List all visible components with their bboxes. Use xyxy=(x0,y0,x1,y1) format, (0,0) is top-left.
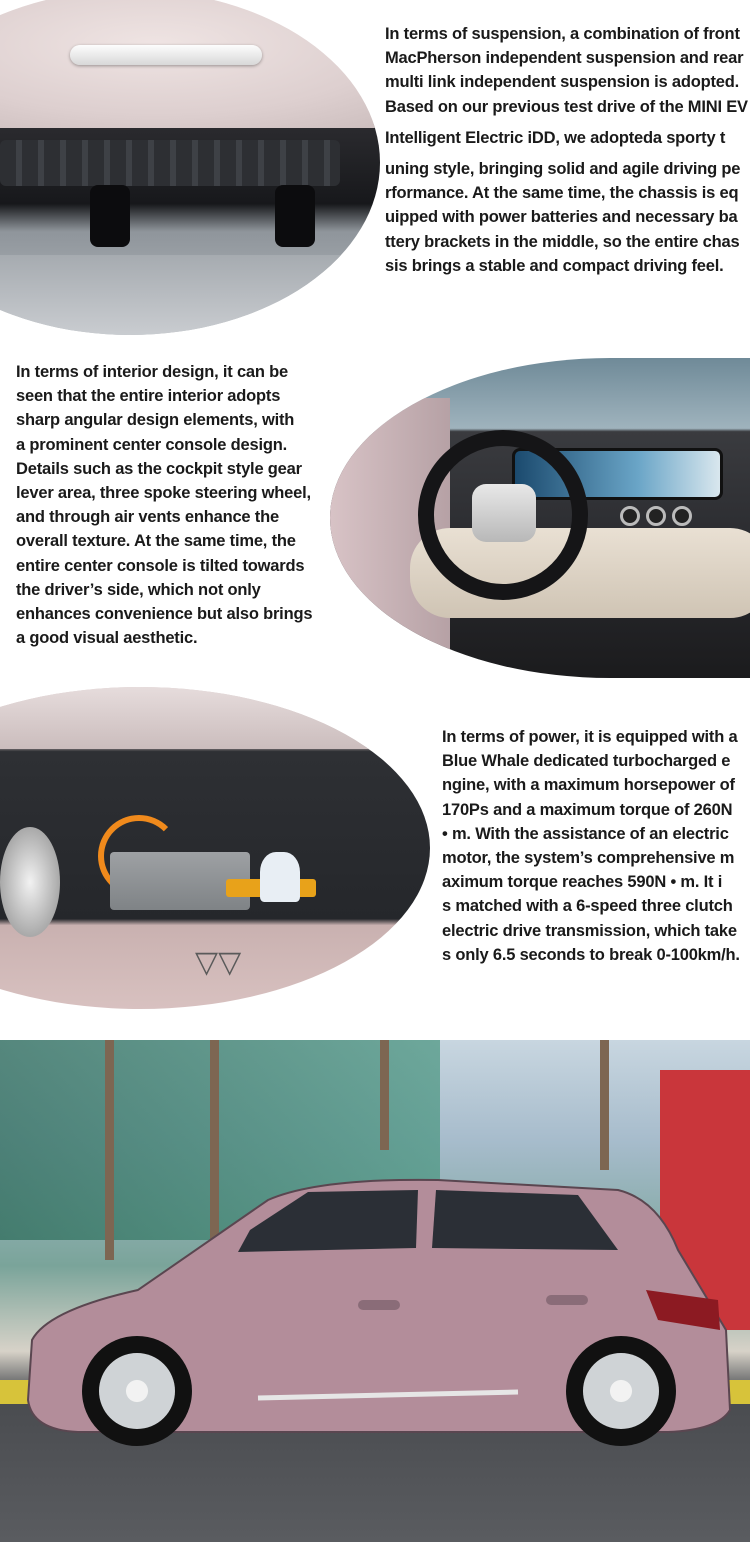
text-line: s only 6.5 seconds to break 0-100km/h. xyxy=(442,945,740,964)
text-line: In terms of power, it is equipped with a xyxy=(442,728,738,746)
text-line: ttery brackets in the middle, so the entire chas xyxy=(385,232,740,251)
text-line: seen that the entire interior adopts xyxy=(16,387,281,406)
rear-tire-left xyxy=(90,185,130,247)
text-line: enhances convenience but also brings xyxy=(16,605,313,624)
door-handle xyxy=(546,1295,588,1305)
text-line: motor, the system’s comprehensive m xyxy=(442,849,735,868)
door-handle xyxy=(358,1300,400,1310)
front-wheel xyxy=(82,1336,192,1446)
hubcap xyxy=(583,1353,659,1429)
text-line: ngine, with a maximum horsepower of xyxy=(442,776,735,795)
text-line: sis brings a stable and compact driving feel. xyxy=(385,256,724,275)
brand-logo-icon: ▽▽ xyxy=(195,946,242,979)
power-paragraph xyxy=(442,725,740,967)
text-line: Blue Whale dedicated turbocharged e xyxy=(442,752,731,771)
text-line: s matched with a 6-speed three clutch xyxy=(442,897,733,916)
text-line: aximum torque reaches 590N • m. It i xyxy=(442,873,723,892)
text-line: uipped with power batteries and necessary ba xyxy=(385,208,738,227)
text-line: In terms of suspension, a combination of front xyxy=(385,25,740,43)
rear-tire-right xyxy=(275,185,315,247)
text-line: a good visual aesthetic. xyxy=(16,629,198,648)
text-line: and through air vents enhance the xyxy=(16,508,279,527)
coolant-reservoir xyxy=(260,852,300,902)
rear-wheel xyxy=(566,1336,676,1446)
text-line: sharp angular design elements, with xyxy=(16,411,295,430)
headlamp xyxy=(0,827,60,937)
air-vent-icon xyxy=(620,506,640,526)
open-hood xyxy=(0,687,430,749)
text-line: 170Ps and a maximum torque of 260N xyxy=(442,800,733,819)
text-line: electric drive transmission, which take xyxy=(442,921,737,940)
text-line: Based on our previous test drive of the MINI EV xyxy=(385,97,748,116)
text-line: lever area, three spoke steering wheel, xyxy=(16,484,311,503)
side-profile-photo xyxy=(0,1040,750,1542)
text-line: a prominent center console design. xyxy=(16,435,288,454)
text-line: the driver’s side, which not only xyxy=(16,580,261,599)
suspension-section xyxy=(0,0,750,340)
interior-paragraph xyxy=(16,360,312,650)
text-line: rformance. At the same time, the chassis is eq xyxy=(385,184,739,203)
rear-reflector xyxy=(70,45,262,65)
power-section xyxy=(0,685,750,1015)
steering-wheel-hub xyxy=(472,484,536,542)
chassis-photo xyxy=(0,0,380,335)
text-line: MacPherson independent suspension and rear xyxy=(385,49,744,68)
text-line: In terms of interior design, it can be xyxy=(16,363,289,381)
chassis-frame xyxy=(0,140,340,186)
air-vent-icon xyxy=(672,506,692,526)
air-vent-icon xyxy=(646,506,666,526)
engine-bay-photo xyxy=(0,687,430,1009)
interior-section xyxy=(0,340,750,685)
tree-trunk xyxy=(380,1040,389,1150)
text-line: Intelligent Electric iDD, we adopteda sporty t xyxy=(385,128,726,147)
text-line: • m. With the assistance of an electric xyxy=(442,824,729,843)
text-line: uning style, bringing solid and agile driving pe xyxy=(385,160,741,179)
side-view-section xyxy=(0,1040,750,1542)
text-line: Details such as the cockpit style gear xyxy=(16,459,302,478)
road-surface xyxy=(0,255,380,335)
window-front xyxy=(238,1190,418,1252)
text-line: overall texture. At the same time, the xyxy=(16,532,296,551)
suspension-paragraph xyxy=(385,22,748,278)
hubcap xyxy=(99,1353,175,1429)
text-line: entire center console is tilted towards xyxy=(16,556,305,575)
text-line: multi link independent suspension is adopted. xyxy=(385,73,740,92)
interior-photo xyxy=(330,358,750,678)
